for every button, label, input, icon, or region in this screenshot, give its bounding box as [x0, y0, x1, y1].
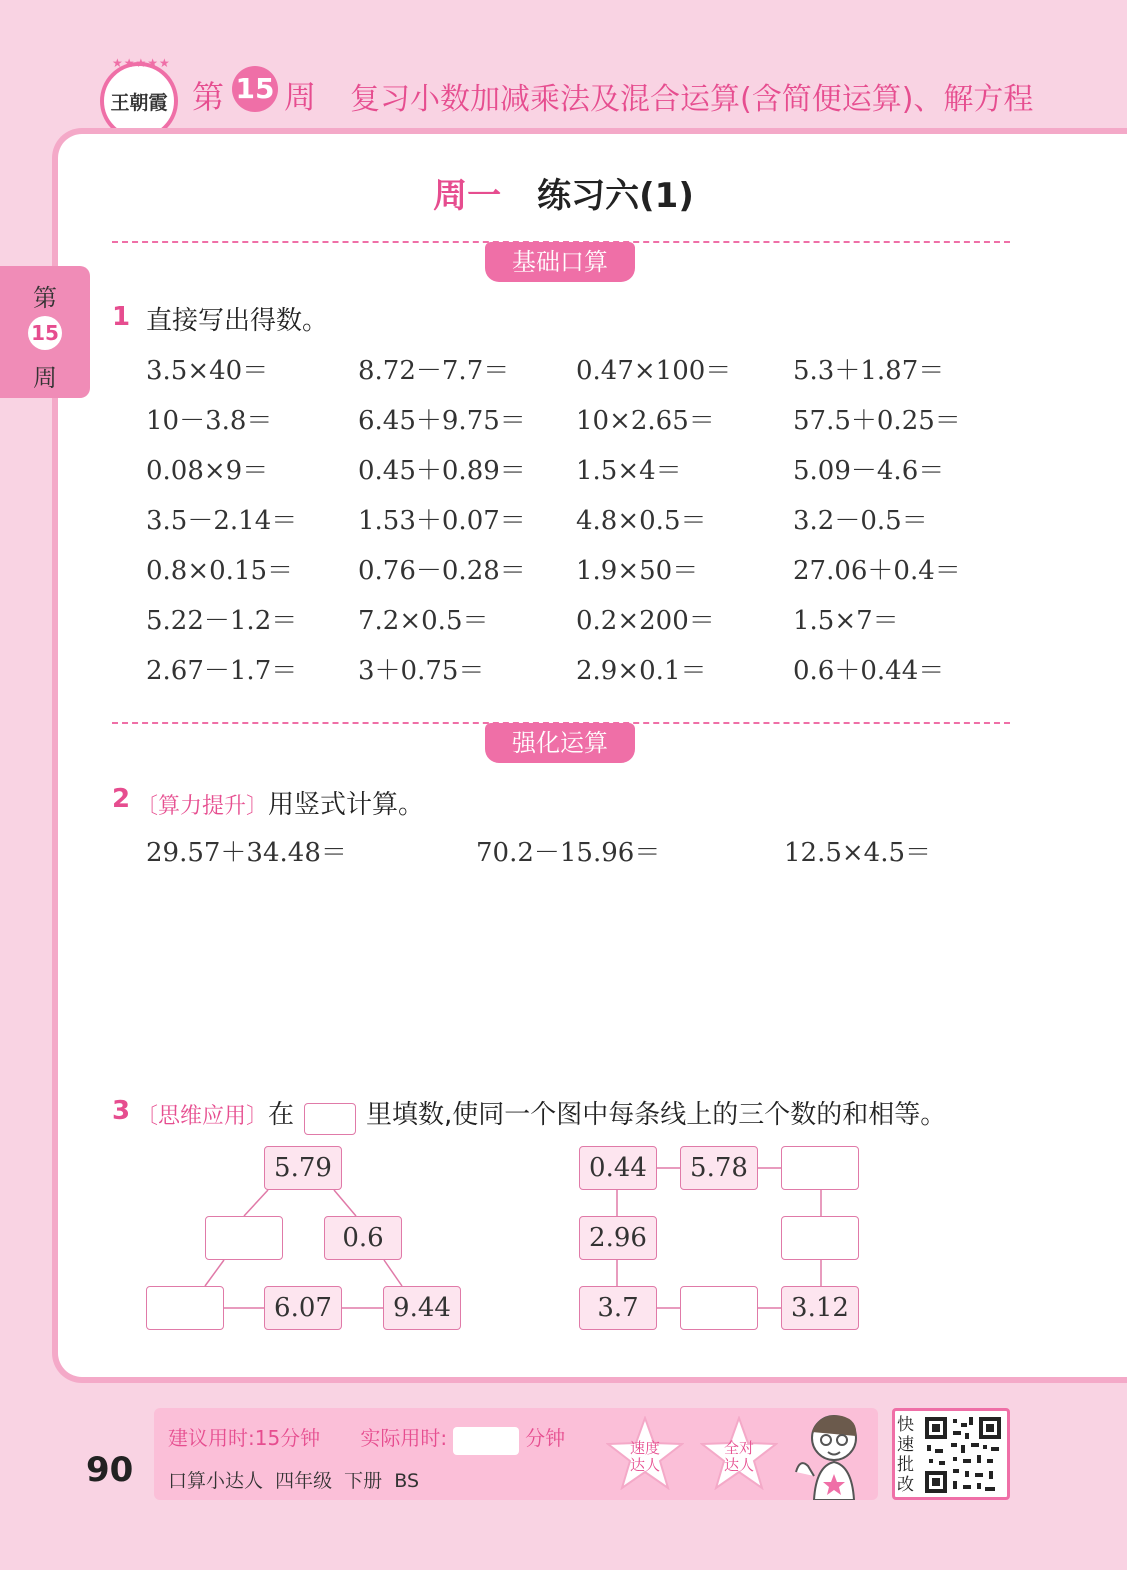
page-title-name: 练习六(1) — [537, 176, 694, 216]
week-number-badge: 15 — [232, 66, 278, 112]
oral-calc-item: 5.22－1.2＝ — [146, 606, 298, 636]
oral-calc-item: 4.8×0.5＝ — [576, 506, 707, 536]
triangle-line — [244, 1190, 268, 1216]
crown-icon: ★★★★★ — [112, 56, 171, 70]
accuracy-star-badge — [700, 1416, 778, 1490]
actual-time-label: 实际用时: — [360, 1426, 448, 1450]
section-badge-advanced: 强化运算 — [485, 723, 635, 763]
header-title: 复习小数加减乘法及混合运算(含简便运算)、解方程 — [350, 82, 1034, 117]
actual-time-input[interactable] — [453, 1427, 519, 1455]
question-3-number: 3 — [112, 1096, 131, 1126]
triangle-line — [384, 1260, 402, 1286]
qr-code-panel[interactable] — [892, 1408, 1010, 1500]
speed-star-badge — [606, 1416, 684, 1490]
oral-calc-item: 0.08×9＝ — [146, 456, 269, 486]
qr-label: 快速批改 — [897, 1415, 914, 1495]
vertical-calc-2: 70.2－15.96＝ — [476, 838, 661, 868]
logo-text: 王朝霞 — [110, 92, 168, 114]
triangle-bottom-right-box: 9.44 — [383, 1286, 461, 1330]
question-2-text: 用竖式计算。 — [268, 790, 425, 820]
oral-calc-item: 3.5－2.14＝ — [146, 506, 298, 536]
oral-calc-item: 0.2×200＝ — [576, 606, 715, 636]
time-row — [168, 1422, 565, 1455]
actual-time-unit: 分钟 — [525, 1426, 566, 1450]
week-prefix: 第 — [192, 78, 225, 116]
mascot-icon — [790, 1410, 870, 1500]
side-tab-number: 15 — [28, 316, 62, 350]
oral-calc-item: 1.53＋0.07＝ — [358, 506, 526, 536]
accuracy-star-text: 全对达人 — [723, 1439, 754, 1474]
question-1-number: 1 — [112, 302, 131, 332]
oral-calc-item: 0.76－0.28＝ — [358, 556, 526, 586]
question-3-text-after: 里填数,使同一个图中每条线上的三个数的和相等。 — [366, 1100, 947, 1130]
oral-calc-item: 0.45＋0.89＝ — [358, 456, 526, 486]
oral-calc-item: 8.72－7.7＝ — [358, 356, 510, 386]
oral-calc-item: 27.06＋0.4＝ — [793, 556, 961, 586]
square-mid-right-input[interactable] — [781, 1216, 859, 1260]
question-1-text: 直接写出得数。 — [146, 306, 329, 336]
oral-calc-item: 0.47×100＝ — [576, 356, 732, 386]
triangle-mid-left-input[interactable] — [205, 1216, 283, 1260]
triangle-line — [205, 1260, 224, 1286]
oral-calc-item: 7.2×0.5＝ — [358, 606, 489, 636]
speed-star-text: 速度达人 — [629, 1439, 660, 1474]
oral-calc-item: 5.3＋1.87＝ — [793, 356, 945, 386]
footer-panel — [154, 1408, 878, 1500]
triangle-top-box: 5.79 — [264, 1146, 342, 1190]
triangle-line — [334, 1190, 356, 1216]
oral-calc-item: 3.5×40＝ — [146, 356, 269, 386]
oral-calc-item: 2.67－1.7＝ — [146, 656, 298, 686]
oral-calc-item: 1.5×7＝ — [793, 606, 899, 636]
square-top-mid-box: 5.78 — [680, 1146, 758, 1190]
side-tab-top: 第 — [33, 284, 57, 312]
triangle-mid-right-box: 0.6 — [324, 1216, 402, 1260]
question-2-number: 2 — [112, 784, 131, 814]
question-3-text-before: 在 — [268, 1100, 295, 1130]
square-top-right-input[interactable] — [781, 1146, 859, 1190]
square-bottom-mid-input[interactable] — [680, 1286, 758, 1330]
square-top-left-box: 0.44 — [579, 1146, 657, 1190]
page-title-day: 周一 — [433, 176, 502, 216]
question-3-tag: 〔思维应用〕 — [136, 1104, 269, 1129]
oral-calc-item: 1.5×4＝ — [576, 456, 682, 486]
book-info: 口算小达人 四年级 下册 BS — [168, 1470, 419, 1492]
oral-calc-item: 10－3.8＝ — [146, 406, 273, 436]
section-badge-basic: 基础口算 — [485, 242, 635, 282]
square-bottom-right-box: 3.12 — [781, 1286, 859, 1330]
question-2-tag: 〔算力提升〕 — [136, 794, 269, 819]
square-bottom-left-box: 3.7 — [579, 1286, 657, 1330]
triangle-bottom-left-input[interactable] — [146, 1286, 224, 1330]
vertical-calc-1: 29.57＋34.48＝ — [146, 838, 347, 868]
qr-code-icon — [923, 1415, 1003, 1495]
oral-calc-item: 5.09－4.6＝ — [793, 456, 945, 486]
oral-calc-item: 57.5＋0.25＝ — [793, 406, 961, 436]
square-mid-left-box: 2.96 — [579, 1216, 657, 1260]
oral-calc-item: 3.2－0.5＝ — [793, 506, 928, 536]
oral-calc-item: 3＋0.75＝ — [358, 656, 485, 686]
oral-calc-item: 2.9×0.1＝ — [576, 656, 707, 686]
oral-calc-item: 6.45＋9.75＝ — [358, 406, 526, 436]
oral-calc-item: 0.6＋0.44＝ — [793, 656, 945, 686]
oral-calc-item: 0.8×0.15＝ — [146, 556, 294, 586]
oral-calc-item: 10×2.65＝ — [576, 406, 715, 436]
triangle-bottom-mid-box: 6.07 — [264, 1286, 342, 1330]
suggested-time: 建议用时:15分钟 — [168, 1426, 321, 1450]
vertical-calc-3: 12.5×4.5＝ — [784, 838, 932, 868]
page-number: 90 — [86, 1450, 134, 1490]
week-suffix: 周 — [284, 78, 317, 116]
oral-calc-item: 1.9×50＝ — [576, 556, 699, 586]
side-tab-bottom: 周 — [33, 364, 57, 392]
